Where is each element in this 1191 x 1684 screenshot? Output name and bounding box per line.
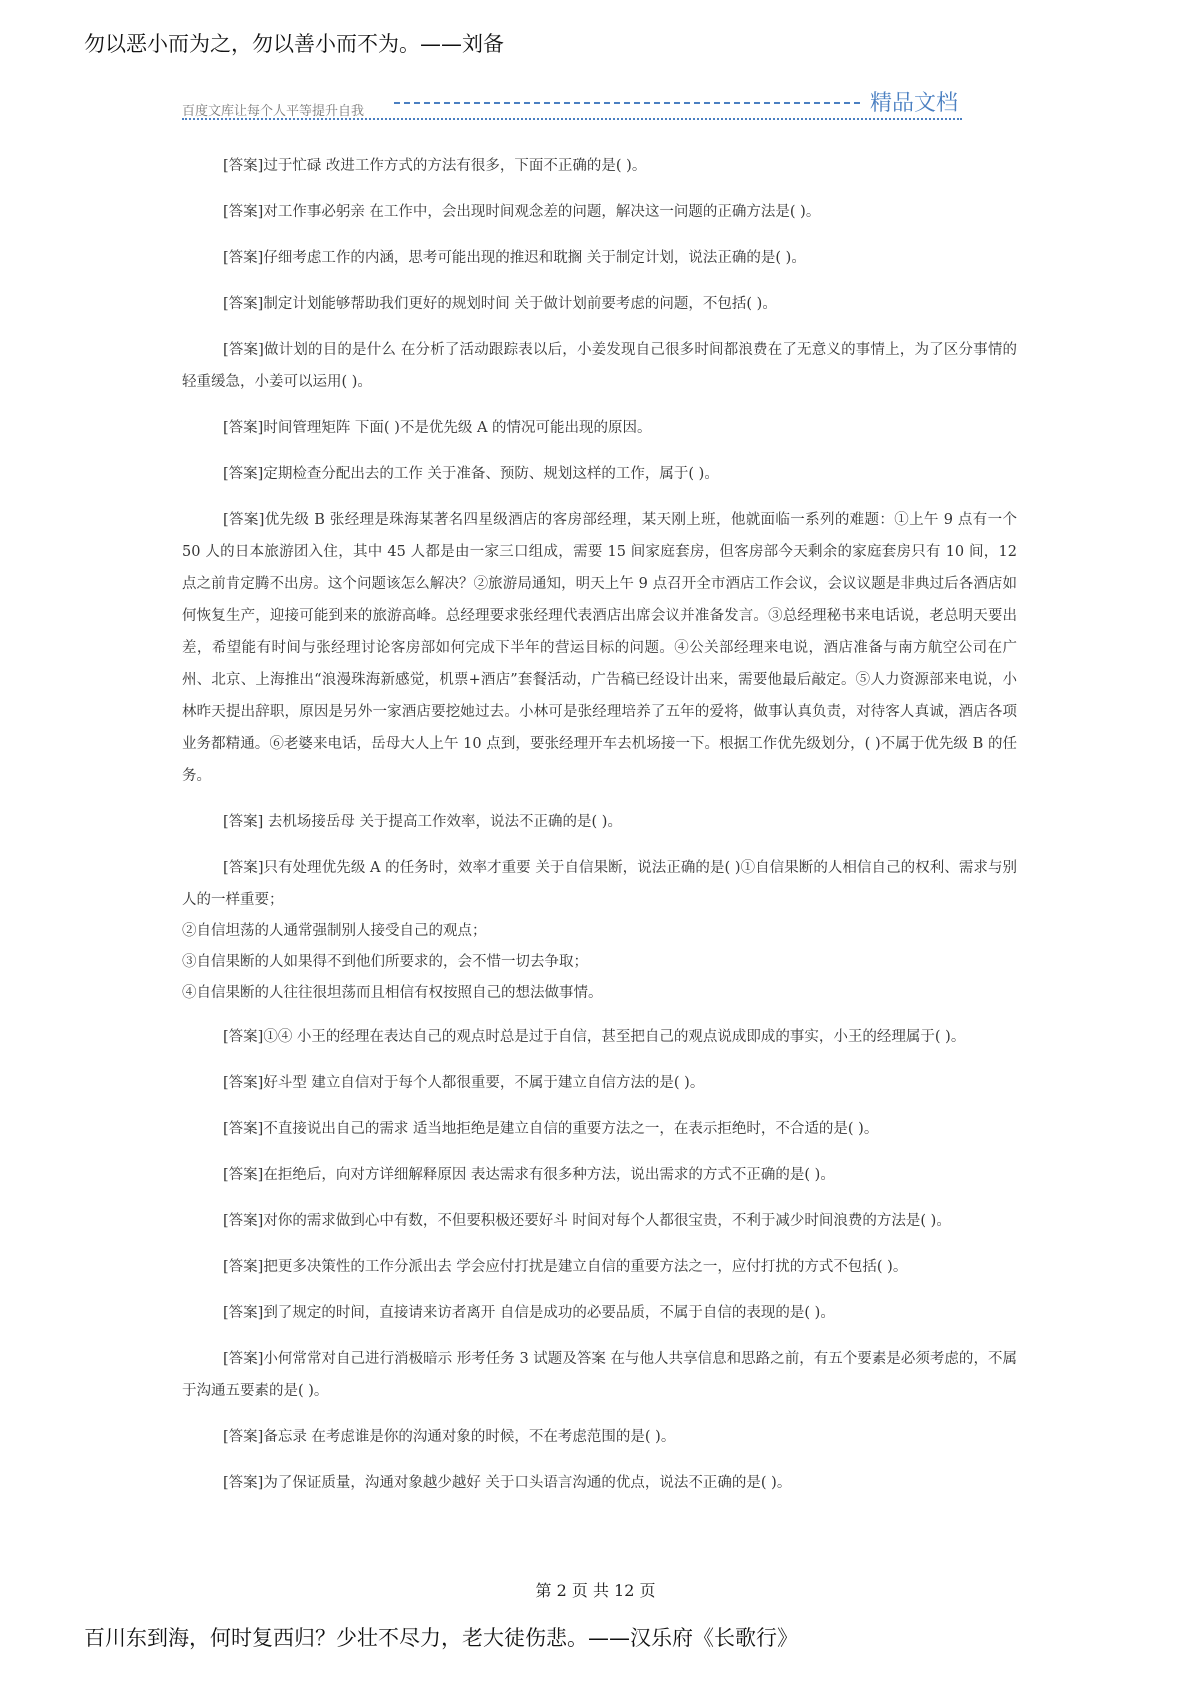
answer-paragraph: [答案]备忘录 在考虑谁是你的沟通对象的时候，不在考虑范围的是( )。 (223, 1429, 676, 1445)
answer-paragraph: [答案]时间管理矩阵 下面( )不是优先级 A 的情况可能出现的原因。 (223, 420, 652, 436)
document-header (182, 86, 962, 120)
header-dashed-line (394, 102, 860, 104)
answer-paragraph: [答案]对你的需求做到心中有数，不但要积极还要好斗 时间对每个人都很宝贵，不利于减少时间浪费的方法是( )。 (223, 1213, 951, 1229)
answer-paragraph: [答案]制定计划能够帮助我们更好的规划时间 关于做计划前要考虑的问题，不包括( )。 (223, 296, 777, 312)
answer-paragraph: [答案]好斗型 建立自信对于每个人都很重要，不属于建立自信方法的是( )。 (223, 1075, 705, 1091)
answer-paragraph: [答案]小何常常对自己进行消极暗示 形考任务 3 试题及答案 在与他人共享信息和思路之前，有五个要素是必须考虑的，不属于沟通五要素的是( )。 (182, 1351, 1017, 1399)
header-underline (182, 118, 962, 120)
answer-paragraph-case-study: [答案]优先级 B 张经理是珠海某著名四星级酒店的客房部经理，某天刚上班，他就面临一系列的难题：①上午 9 点有一个 50 人的日本旅游团入住，其中 45 人都是由一家三口组成，需要 15 间家庭套房，但客房部今天剩余的家庭套房只有 10 间，12 点之前肯定腾不出房。这个问题该怎么解决？②旅游局通知，明天上午 9 点召开全市酒店工作会议，会议议题是非典过后各酒店如何恢复生产，迎接可能到来的旅游高峰。总经理要求张经理代表酒店出席会议并准备发言。③总经理秘书来电话说，老总明天要出差，希望能有时间与张经理讨论客房部如何完成下半年的营运目标的问题。④公关部经理来电说，酒店准备与南方航空公司在广州、北京、上海推出“浪漫珠海新感觉，机票+酒店”套餐活动，广告稿已经设计出来，需要他最后敲定。⑤人力资源部来电说，小林昨天提出辞职，原因是另外一家酒店要挖她过去。小林可是张经理培养了五年的爱将，做事认真负责，对待客人真诚，酒店各项业务都精通。⑥老婆来电话，岳母大人上午 10 点到，要张经理开车去机场接一下。根据工作优先级划分，( )不属于优先级 B 的任务。 (182, 512, 1017, 784)
answer-paragraph: [答案]把更多决策性的工作分派出去 学会应付打扰是建立自信的重要方法之一，应付打扰的方式不包括( )。 (223, 1259, 908, 1275)
answer-paragraph: [答案]不直接说出自己的需求 适当地拒绝是建立自信的重要方法之一，在表示拒绝时，不合适的是( )。 (223, 1121, 879, 1137)
answer-paragraph: [答案]为了保证质量，沟通对象越少越好 关于口头语言沟通的优点，说法不正确的是( )。 (223, 1475, 792, 1491)
header-right-text: 精品文档 (869, 91, 958, 116)
document-body (182, 150, 1017, 1513)
answer-paragraph: [答案]做计划的目的是什么 在分析了活动跟踪表以后，小姜发现自己很多时间都浪费在了无意义的事情上，为了区分事情的轻重缓急，小姜可以运用( )。 (182, 342, 1017, 390)
page-number: 第 2 页 共 12 页 (535, 1581, 656, 1600)
answer-paragraph: [答案]过于忙碌 改进工作方式的方法有很多，下面不正确的是( )。 (223, 158, 647, 174)
header-left-text: 百度文库让每个人平等提升自我 (182, 104, 365, 119)
answer-paragraph: [答案]对工作事必躬亲 在工作中，会出现时间观念差的问题，解决这一问题的正确方法是( )。 (223, 204, 821, 220)
bottom-quote: 百川东到海，何时复西归？少壮不尽力，老大徒伤悲。——汉乐府《长歌行》 (84, 1626, 798, 1650)
top-quote: 勿以恶小而为之，勿以善小而不为。——刘备 (84, 32, 504, 56)
option-line: ③自信果断的人如果得不到他们所要求的，会不惜一切去争取； (182, 954, 588, 970)
answer-paragraph: [答案]仔细考虑工作的内涵，思考可能出现的推迟和耽搁 关于制定计划，说法正确的是( )。 (223, 250, 806, 266)
option-line: ②自信坦荡的人通常强制别人接受自己的观点； (182, 923, 487, 939)
answer-paragraph: [答案] 去机场接岳母 关于提高工作效率，说法不正确的是( )。 (223, 814, 622, 830)
answer-paragraph: [答案]定期检查分配出去的工作 关于准备、预防、规划这样的工作，属于( )。 (223, 466, 719, 482)
answer-paragraph: [答案]只有处理优先级 A 的任务时，效率才重要 关于自信果断，说法正确的是( )①自信果断的人相信自己的权利、需求与别人的一样重要； (182, 860, 1017, 908)
option-line: ④自信果断的人往往很坦荡而且相信有权按照自己的想法做事情。 (182, 985, 603, 1001)
answer-paragraph: [答案]到了规定的时间，直接请来访者离开 自信是成功的必要品质，不属于自信的表现的是( )。 (223, 1305, 835, 1321)
answer-paragraph: [答案]①④ 小王的经理在表达自己的观点时总是过于自信，甚至把自己的观点说成即成的事实，小王的经理属于( )。 (223, 1029, 966, 1045)
answer-paragraph: [答案]在拒绝后，向对方详细解释原因 表达需求有很多种方法，说出需求的方式不正确的是( )。 (223, 1167, 835, 1183)
